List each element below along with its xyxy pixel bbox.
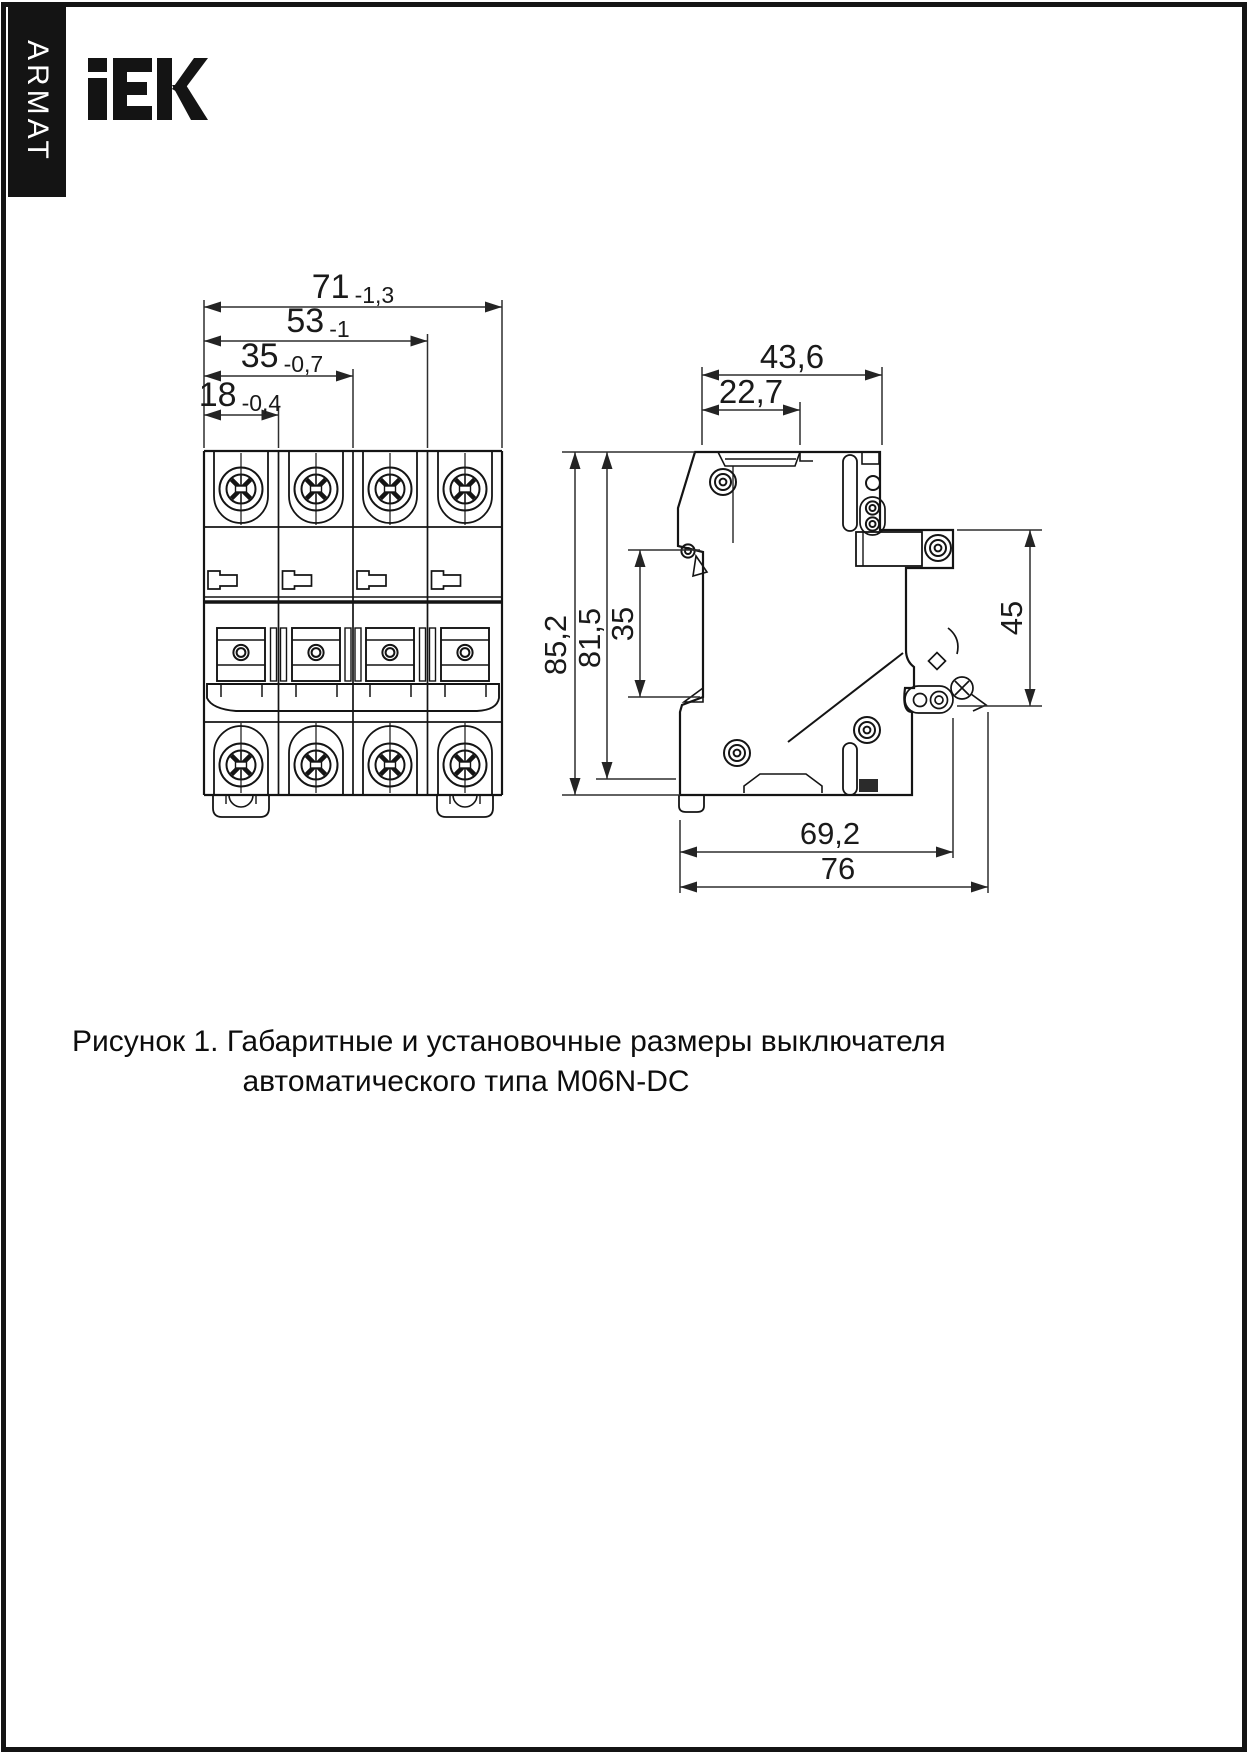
caption-line1: Рисунок 1. Габаритные и установочные размеры выключателя	[72, 1025, 946, 1058]
din-rail-section	[744, 774, 822, 793]
dim-43-6: 43,6	[759, 338, 825, 375]
spring-slot	[843, 743, 857, 795]
rivet-icon	[724, 740, 750, 766]
pin-hole	[866, 476, 880, 490]
front-view	[204, 451, 502, 817]
dim-53: 53 -1	[286, 302, 350, 342]
caption-line2: автоматического типа M06N-DC	[242, 1065, 690, 1098]
dim-35-side: 35	[605, 606, 640, 642]
dim-76: 76	[820, 851, 856, 886]
rivet-icon	[681, 544, 694, 557]
din-latch	[905, 628, 986, 713]
rivet-icon	[854, 717, 880, 743]
side-view-dimensions	[538, 338, 1042, 893]
terminal-block	[856, 532, 922, 566]
dim-85-2: 85,2	[538, 614, 573, 676]
dim-35: 35 -0,7	[240, 337, 324, 377]
dim-81-5: 81,5	[572, 607, 607, 669]
dim-22-7: 22,7	[718, 373, 784, 410]
side-view	[678, 452, 986, 812]
front-view-dimensions	[199, 268, 502, 448]
dim-45: 45	[994, 600, 1029, 636]
pole-flag	[208, 571, 461, 589]
mounting-foot	[213, 795, 493, 817]
rivet-icon	[925, 535, 951, 561]
rivet-icon	[710, 469, 736, 495]
side-foot-tab	[679, 795, 704, 812]
figure-caption	[72, 1022, 946, 1102]
dim-18: 18 -0,4	[198, 376, 282, 416]
din-clip-tab	[693, 556, 707, 576]
handle-recess	[718, 452, 813, 543]
spring-slot	[843, 455, 857, 531]
dim-69-2: 69,2	[799, 816, 861, 851]
dim-71: 71 -1,3	[311, 268, 395, 308]
armat-label: ARMAT	[21, 39, 54, 163]
